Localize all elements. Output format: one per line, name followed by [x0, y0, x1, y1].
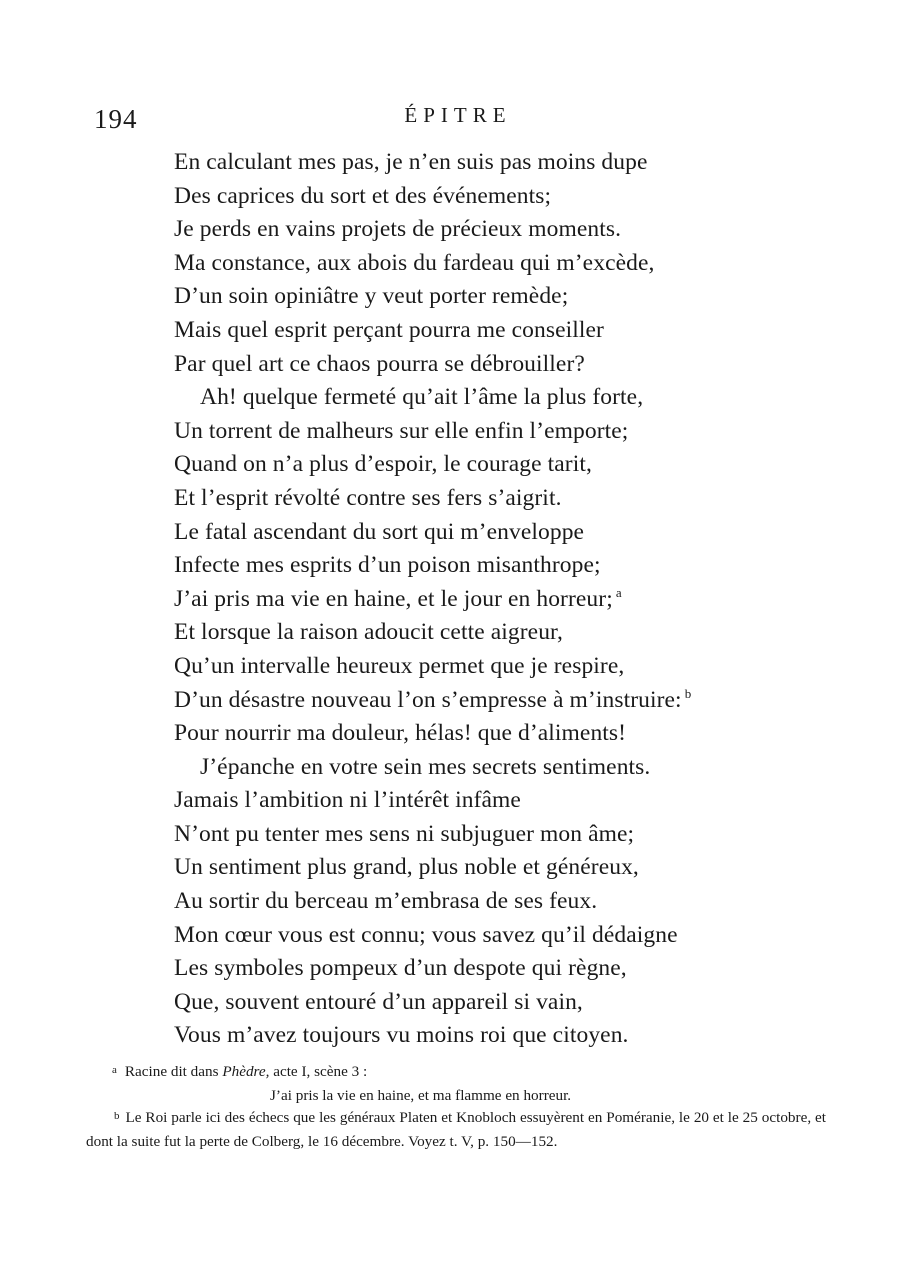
verse-text: D’un désastre nouveau l’on s’empresse à m’instruire: — [174, 686, 682, 713]
verse-line — [174, 616, 814, 650]
verse-line — [174, 583, 814, 617]
verse-text: Vous m’avez toujours vu moins roi que citoyen. — [174, 1022, 629, 1049]
verse-text: Qu’un intervalle heureux permet que je respire, — [174, 652, 625, 679]
verse-text: En calculant mes pas, je n’en suis pas moins dupe — [174, 149, 648, 175]
verse-line — [174, 919, 814, 953]
verse-text: Par quel art ce chaos pourra se débrouiller? — [174, 350, 585, 377]
verse-text: Et l’esprit révolté contre ses fers s’aigrit. — [174, 484, 562, 511]
verse-line — [174, 784, 814, 818]
verse-text: J’ai pris ma vie en haine, et le jour en horreur; — [174, 585, 613, 612]
running-title: ÉPITRE — [404, 103, 512, 127]
verse-line — [174, 448, 814, 482]
footnote-a-work: Phèdre, — [222, 1063, 270, 1080]
verse-text: Les symboles pompeux d’un despote qui règne, — [174, 955, 627, 982]
verse-line — [174, 247, 814, 281]
footnote-reference-a: a — [615, 584, 622, 600]
verse-text: Jamais l’ambition ni l’intérêt infâme — [174, 787, 521, 814]
page-number: 194 — [94, 104, 138, 134]
verse-text: N’ont pu tenter mes sens ni subjuguer mon âme; — [174, 820, 635, 847]
verse-line — [174, 684, 814, 718]
verse-text: Quand on n’a plus d’espoir, le courage tarit, — [174, 451, 592, 478]
footnote-b-text: Le Roi parle ici des échecs que les généraux Platen et Knobloch essuyèrent en Poméranie, le 20 et le 25 octobre, et dont la suite fut la perte de Colberg, le 16 décembre. Voyez t. V, p. 150—152. — [86, 1109, 826, 1150]
verse-line — [174, 213, 814, 247]
verse-line — [174, 280, 814, 314]
verse-text: D’un soin opiniâtre y veut porter remède; — [174, 283, 569, 310]
verse-line — [174, 650, 814, 684]
verse-line — [174, 180, 814, 214]
verse-text: Mon cœur vous est connu; vous savez qu’il dédaigne — [174, 921, 678, 948]
verse-text: Ma constance, aux abois du fardeau qui m’excède, — [174, 249, 655, 276]
footnote-a-quote: J’ai pris la vie en haine, et ma flamme en horreur. — [270, 1086, 572, 1104]
footnote-mark-a: a — [112, 1064, 117, 1076]
verse-text: Mais quel esprit perçant pourra me conseiller — [174, 316, 604, 343]
verse-text: Que, souvent entouré d’un appareil si vain, — [174, 988, 583, 1015]
verse-text: Infecte mes esprits d’un poison misanthrope; — [174, 552, 601, 579]
verse-text: Un sentiment plus grand, plus noble et généreux, — [174, 854, 639, 881]
verse-line — [174, 381, 814, 415]
footnote-b — [86, 1107, 826, 1153]
verse-text: Ah! quelque fermeté qu’ait l’âme la plus forte, — [200, 384, 644, 411]
verse-line — [174, 1019, 814, 1053]
verse-text: Un torrent de malheurs sur elle enfin l’emporte; — [174, 417, 629, 444]
verse-text: J’épanche en votre sein mes secrets sentiments. — [200, 753, 651, 780]
verse-line — [174, 952, 814, 986]
footnote-a — [86, 1061, 826, 1085]
verse-line — [174, 314, 814, 348]
verse-line — [174, 851, 814, 885]
verse-text: Pour nourrir ma douleur, hélas! que d’aliments! — [174, 720, 627, 747]
footnote-mark-b: b — [114, 1110, 120, 1122]
verse-text: Au sortir du berceau m’embrasa de ses feux. — [174, 888, 598, 915]
verse-line — [174, 516, 814, 550]
verse-line — [174, 751, 814, 785]
footnote-a-lead: Racine dit dans — [124, 1063, 219, 1080]
verse-line — [174, 482, 814, 516]
verse-line — [174, 415, 814, 449]
poem-body — [174, 146, 814, 1053]
footnotes — [86, 1061, 826, 1153]
verse-line — [174, 885, 814, 919]
verse-line — [174, 818, 814, 852]
verse-text: Je perds en vains projets de précieux moments. — [174, 216, 622, 243]
footnote-a-ref: acte I, scène 3 : — [273, 1063, 368, 1080]
verse-line — [174, 348, 814, 382]
footnote-reference-b: b — [684, 685, 692, 701]
verse-text: Des caprices du sort et des événements; — [174, 182, 552, 209]
verse-line — [174, 146, 814, 180]
verse-text: Et lorsque la raison adoucit cette aigreur, — [174, 619, 563, 646]
verse-text: Le fatal ascendant du sort qui m’enveloppe — [174, 518, 585, 545]
verse-line — [174, 549, 814, 583]
verse-line — [174, 717, 814, 751]
verse-line — [174, 986, 814, 1020]
